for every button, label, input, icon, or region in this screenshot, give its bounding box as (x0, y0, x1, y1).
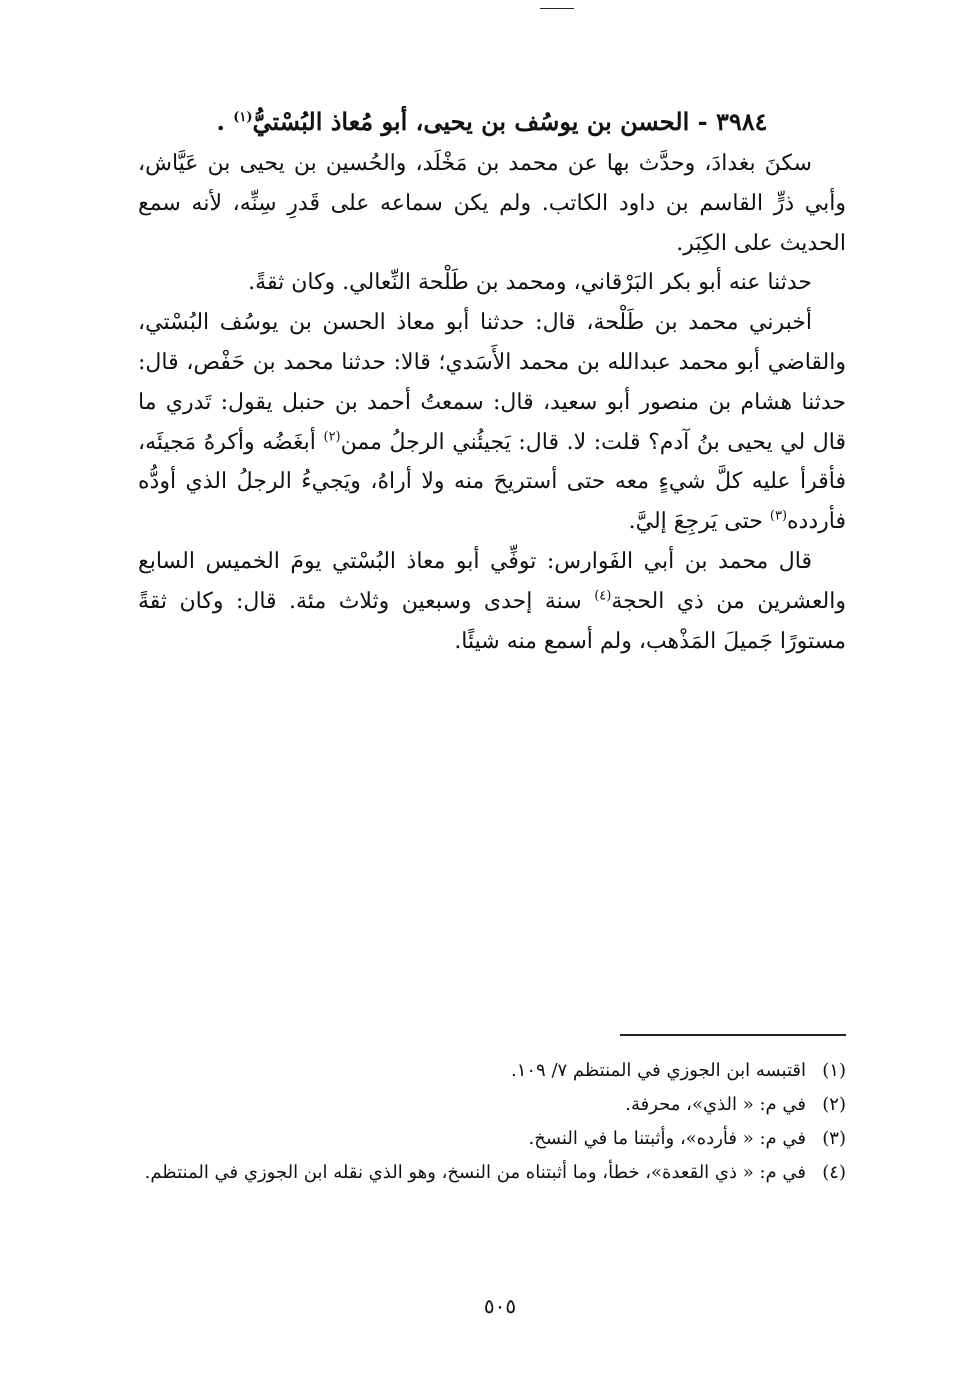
footnote (138, 1088, 846, 1122)
paragraph-text: قال محمد بن أبي الفَوارس: توفِّي أبو معاذ البُسْتي يومَ الخميس السابع والعشرين من ذي الحجة (138, 548, 846, 614)
paragraph (138, 542, 846, 661)
paragraph-text: حتى يَرجِعَ إليَّ. (628, 509, 770, 535)
paragraph-text: أبغَضُه وأكرهُ مَجيئَه، فأقرأ عليه كلَّ شيءٍ معه حتى أستريحَ منه ولا أراهُ، ويَجيءُ الرجلُ الذي أودُّه فأردده (138, 429, 846, 535)
footnote-number: (٢) (822, 1094, 846, 1115)
footnote-number: (٣) (822, 1128, 846, 1149)
footnote-divider (620, 1034, 846, 1036)
footnote-text: في م: « ذي القعدة»، خطأ، وما أثبتناه من النسخ، وهو الذي نقله ابن الجوزي في المنتظم. (144, 1162, 806, 1183)
paragraphs (138, 144, 846, 661)
top-mark (540, 8, 574, 9)
heading-end: . (216, 107, 234, 136)
main-text (138, 100, 846, 661)
footnotes (138, 1054, 846, 1190)
footnote-text: اقتبسه ابن الجوزي في المنتظم ٧/ ١٠٩. (510, 1060, 806, 1081)
footnote-text: في م: « فأرده»، وأثبتنا ما في النسخ. (528, 1128, 806, 1149)
paragraph-text: أخبرني محمد بن طَلْحة، قال: حدثنا أبو معاذ الحسن بن يوسُف البُسْتي، والقاضي أبو محمد عبدالله بن محمد الأَسَدي؛ قالا: حدثنا محمد بن حَفْص، قال: حدثنا هشام بن منصور أبو سعيد، قال: سمعتُ أحمد بن حنبل يقول: تَدري ما قال لي يحيى بنُ آدم؟ قلت: لا. قال: يَجيئُني الرجلُ ممن (138, 310, 846, 455)
paragraph (138, 263, 846, 303)
footnote-ref: (٢) (323, 429, 341, 445)
entry-title: - الحسن بن يوسُف بن يحيى، أبو مُعاذ البُسْتيُّ (252, 107, 708, 136)
footnote-ref: (٣) (769, 508, 788, 524)
footnote-text: في م: « الذي»، محرفة. (625, 1094, 806, 1115)
footnote (138, 1156, 846, 1190)
footnote-ref: (١) (233, 110, 253, 125)
paragraph-text: سنة إحدى وسبعين وثلاث مئة. قال: وكان ثقةً مستورًا جَميلَ المَذْهب، ولم أسمع منه شيئًا. (138, 588, 846, 654)
entry-number: ٣٩٨٤ (715, 107, 768, 136)
paragraph (138, 144, 846, 263)
footnote (138, 1122, 846, 1156)
footnote-number: (٤) (822, 1162, 846, 1183)
paragraph-text: سكنَ بغدادَ، وحدَّث بها عن محمد بن مَخْلَد، والحُسين بن يحيى بن عَيَّاش، وأبي ذرٍّ القاسم بن داود الكاتب. ولم يكن سماعه على قَدرِ سِنِّه، لأنه سمع الحديث على الكِبَر. (138, 151, 846, 256)
paragraph (138, 303, 846, 542)
entry-heading (138, 100, 846, 144)
footnote-number: (١) (822, 1060, 846, 1081)
paragraph-text: حدثنا عنه أبو بكر البَرْقاني، ومحمد بن طَلْحة النِّعالي. وكان ثقةً. (248, 270, 812, 296)
footnote (138, 1054, 846, 1088)
page-number: ٥٠٥ (483, 1294, 517, 1318)
footnote-ref: (٤) (594, 588, 612, 604)
